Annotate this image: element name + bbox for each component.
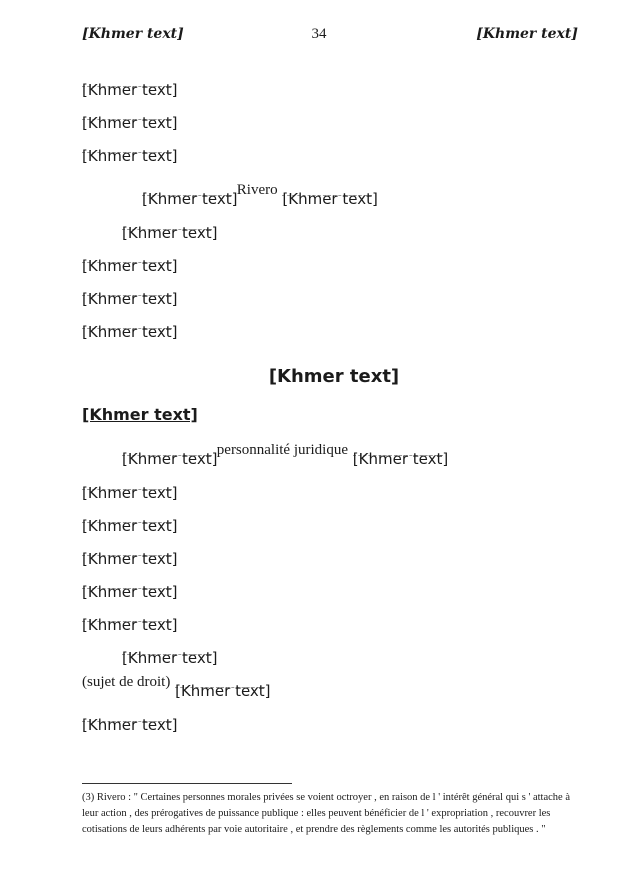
paragraph-line xyxy=(82,533,586,566)
rivero-quote xyxy=(82,173,586,339)
khmer-text-placeholder: [Khmer text] xyxy=(82,283,172,296)
khmer-text-placeholder: [Khmer text] xyxy=(122,443,212,456)
paragraph-line xyxy=(82,566,586,599)
khmer-text-placeholder: [Khmer text] xyxy=(82,74,172,87)
footnote-source: Rivero xyxy=(96,792,126,803)
khmer-text-placeholder: [Khmer text] xyxy=(122,642,212,655)
quote-attribution xyxy=(82,173,586,207)
khmer-text-placeholder: [Khmer text] xyxy=(122,217,212,230)
khmer-text-placeholder: [Khmer text] xyxy=(282,183,372,196)
quote-line xyxy=(82,306,586,339)
khmer-text-placeholder: [Khmer text] xyxy=(82,477,172,490)
quote-line xyxy=(82,273,586,306)
paragraph-line xyxy=(82,699,586,732)
khmer-text-placeholder: [Khmer text] xyxy=(82,250,172,263)
khmer-text-placeholder: [Khmer text] xyxy=(82,107,172,120)
running-header-author: [Khmer text] xyxy=(82,26,184,42)
paragraph-line xyxy=(82,599,586,632)
khmer-text-placeholder: [Khmer text] xyxy=(82,140,172,153)
paragraph-line xyxy=(82,64,586,97)
footnote-marker: (3) xyxy=(82,792,95,803)
french-term: personnalité juridique xyxy=(216,442,348,458)
french-term: (sujet de droit) xyxy=(82,674,171,690)
intro-paragraph xyxy=(82,64,586,163)
article-heading: [Khmer text] xyxy=(82,405,198,424)
footnote-separator xyxy=(82,783,292,784)
paragraph-line xyxy=(82,433,586,467)
paragraph-line xyxy=(82,130,586,163)
paragraph-line xyxy=(82,500,586,533)
author-name: Rivero xyxy=(236,182,278,198)
quote-line xyxy=(82,207,586,240)
page-number: 34 xyxy=(311,26,327,42)
paragraph-line xyxy=(82,632,586,665)
khmer-text-placeholder: [Khmer text] xyxy=(82,576,172,589)
khmer-text-placeholder: [Khmer text] xyxy=(82,609,172,622)
khmer-text-placeholder: [Khmer text] xyxy=(82,316,172,329)
footnote xyxy=(82,790,586,838)
khmer-text-placeholder: [Khmer text] xyxy=(142,183,232,196)
article-paragraph xyxy=(82,433,586,732)
running-header-subject: [Khmer text] xyxy=(476,26,578,42)
paragraph-line xyxy=(82,97,586,130)
footnote-text: : " Certaines personnes morales privées se voient octroyer , en raison de l ' intérêt général qui s ' attache à leur action , des prérogatives de puissance publique : elles peuvent bénéficier de l ' expropriation , recouvrer les cotisations de leurs adhérents par voie autoritaire , et prendre des règlements comme les autorités publiques . " xyxy=(82,792,570,835)
paragraph-line xyxy=(82,665,586,699)
khmer-text-placeholder: [Khmer text] xyxy=(82,543,172,556)
khmer-text-placeholder: [Khmer text] xyxy=(82,510,172,523)
khmer-text-placeholder: [Khmer text] xyxy=(175,675,265,688)
khmer-text-placeholder: [Khmer text] xyxy=(82,709,172,722)
quote-line xyxy=(82,240,586,273)
khmer-text-placeholder: [Khmer text] xyxy=(353,443,443,456)
section-heading: [Khmer text] xyxy=(268,366,400,387)
paragraph-line xyxy=(82,467,586,500)
